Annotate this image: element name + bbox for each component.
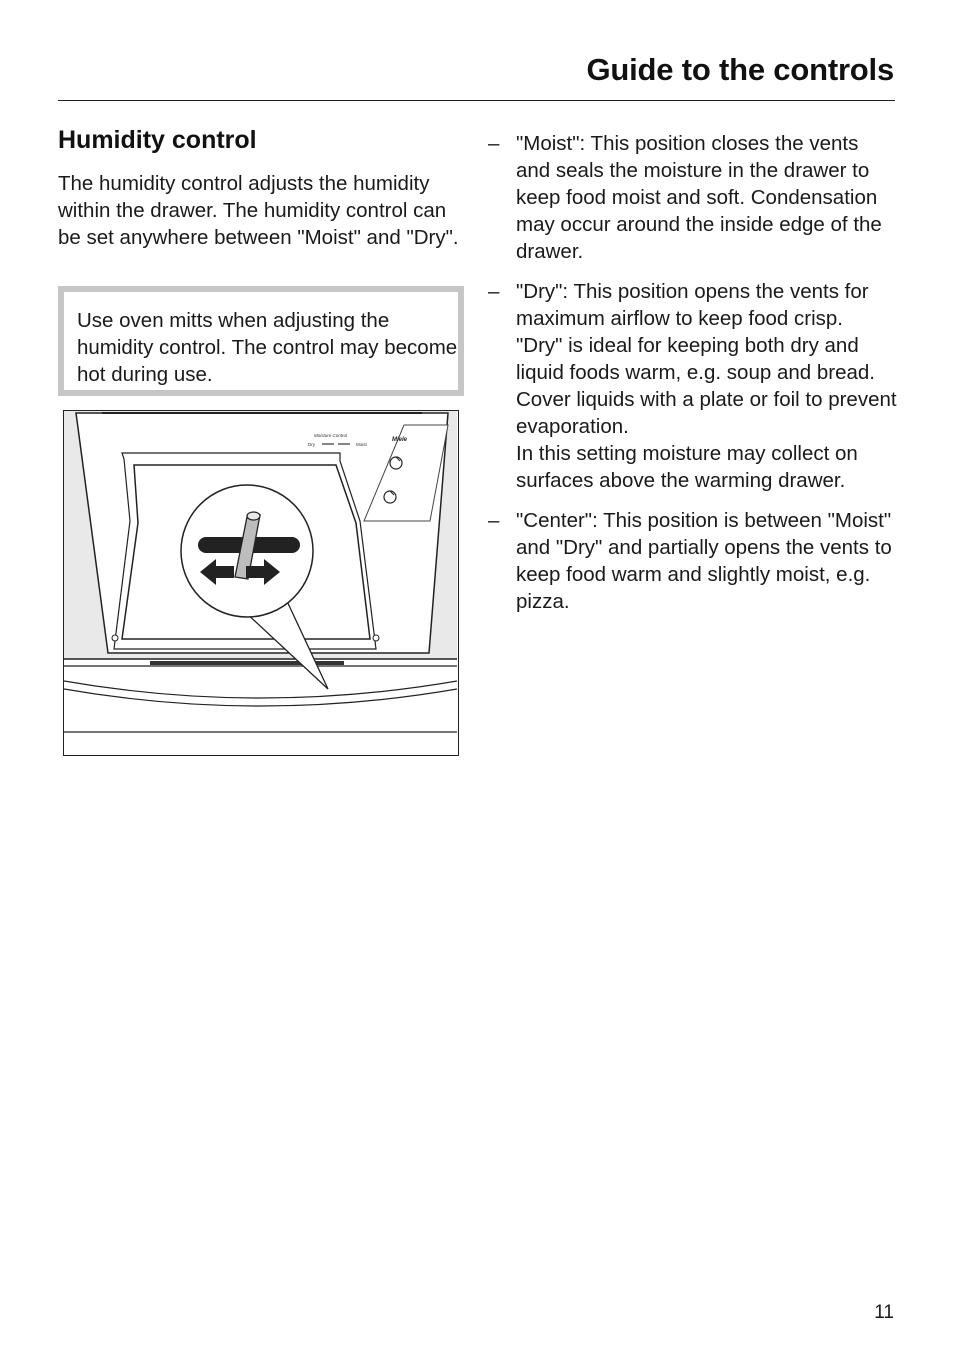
title-rule (58, 100, 895, 101)
drawer-figure (63, 410, 459, 756)
humidity-settings-list (488, 130, 898, 628)
knob-icon (390, 457, 402, 469)
intro-paragraph: The humidity control adjusts the humidity within the drawer. The humidity control can be set anywhere between "Moist" and "Dry". (58, 172, 459, 249)
dash: – (488, 509, 500, 532)
dash: – (488, 132, 500, 155)
dry-label: Dry (308, 442, 315, 447)
bullet-text: "Dry" is ideal for keeping both dry and liquid foods warm, e.g. soup and bread. Cover liquids with a plate or foil to prevent evaporation. (516, 334, 897, 438)
bullet-text: "Dry": This position opens the vents for maximum airflow to keep food crisp. (516, 280, 869, 330)
drawer-illustration-icon (64, 411, 457, 754)
section-heading: Humidity control (58, 126, 257, 154)
list-item (488, 278, 898, 494)
moisture-control-label: Moisture Control (314, 433, 348, 438)
moist-label: Moist (356, 442, 367, 447)
list-item (488, 130, 898, 265)
warning-text: Use oven mitts when adjusting the humidity control. The control may become hot during use. (77, 309, 458, 386)
page-number: 11 (874, 1302, 894, 1323)
bullet-text: In this setting moisture may collect on surfaces above the warming drawer. (516, 442, 858, 492)
bullet-text: "Center": This position is between "Moist" and "Dry" and partially opens the vents to keep food warm and slightly moist, e.g. pizza. (516, 509, 892, 613)
bullet-text: "Moist": This position closes the vents and seals the moisture in the drawer to keep food moist and soft. Condensation may occur around the inside edge of the drawer. (516, 132, 882, 263)
knob-icon (384, 491, 396, 503)
list-item (488, 507, 898, 615)
warning-box (58, 286, 464, 396)
dash: – (488, 280, 500, 303)
page-title: Guide to the controls (586, 52, 894, 87)
brand-logo: Miele (392, 437, 408, 443)
